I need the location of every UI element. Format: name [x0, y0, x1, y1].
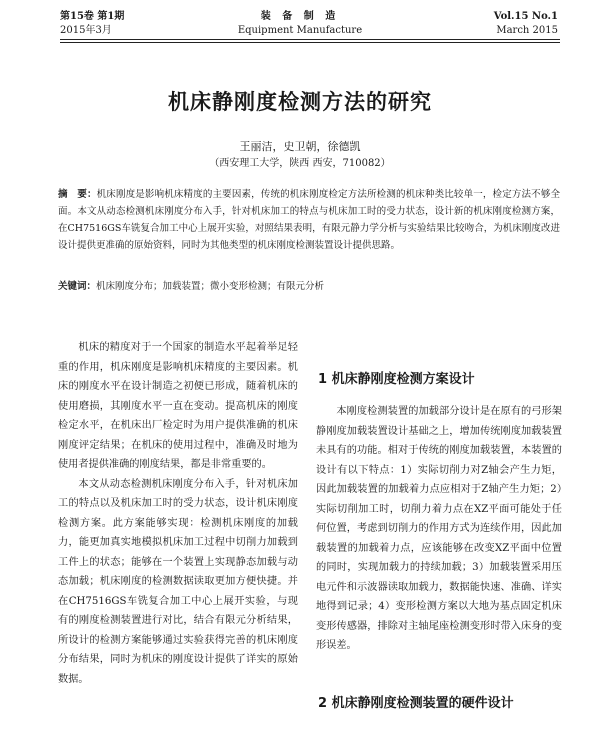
abstract-label: 摘 要：	[58, 189, 97, 200]
header-rule-secondary	[60, 42, 560, 43]
left-column	[58, 338, 298, 689]
section-1-body	[316, 402, 562, 656]
article-title: 机床静刚度检测方法的研究	[168, 90, 432, 114]
volume-number: Vol.15 No.1	[493, 11, 558, 22]
journal-date: 2015年3月	[60, 25, 112, 36]
keywords-label: 关键词：	[58, 281, 97, 292]
journal-name-english: Equipment Manufacture	[237, 25, 363, 36]
article-authors: 王丽洁，史卫朝，徐德凯	[239, 140, 361, 153]
intro-paragraph-1: 机床的精度对于一个国家的制造水平起着举足轻重的作用，机床刚度是影响机床精度的主要因素。机床的刚度水平在设计制造之初便已形成，随着机床的使用磨损，其刚度水平一直在变动。提高机床的刚度检定水平，在机床出厂检定时为用户提供准确的机床刚度评定结果；在机床的使用过程中，准确及时地为使用者提供准确的刚度结果，都是非常重要的。	[58, 342, 298, 470]
header-rule	[60, 39, 560, 40]
section-2-heading: 2 机床静刚度检测装置的硬件设计	[318, 696, 514, 711]
journal-issue: 第15卷 第1期	[60, 11, 125, 22]
issue-month: March 2015	[496, 25, 558, 36]
abstract	[58, 186, 560, 254]
article-affiliation: （西安理工大学，陕西 西安，710082）	[209, 158, 391, 169]
section-1-paragraph: 本刚度检测装置的加载部分设计是在原有的弓形架静刚度加载装置设计基础之上，增加传统刚度加载装置未具有的功能。相对于传统的刚度加载装置，本装置的设计有以下特点：1）实际切削力对Z轴会产生力矩，因此加载装置的加载着力点应相对于Z轴产生力矩；2）实际切削加工时，切削力着力点在XZ平面可能处于任何位置，考虑到切削力的作用方式为连续作用，因此加载装置的加载着力点，应该能够在改变XZ平面中位置的同时，实现加载力的持续加载；3）加载装置采用压电元件和示波器读取加载力，数据能快速、准确、详实地得到记录；4）变形检测方案以大地为基点固定机床变形传感器，排除对主轴尾座检测变形时带入床身的变形误差。	[316, 406, 562, 651]
section-1-heading: 1 机床静刚度检测方案设计	[318, 372, 475, 387]
keywords-text: 机床刚度分布；加载装置；微小变形检测；有限元分析	[96, 281, 325, 292]
abstract-text: 机床刚度是影响机床精度的主要因素，传统的机床刚度检定方法所检测的机床种类比较单一，检定方法不够全面。本文从动态检测机床刚度分布入手，针对机床加工的特点与机床加工时的受力状态，设计新的机床刚度检测方案，在CH7516GS车铣复合加工中心上展开实验，对照结果表明，有限元静力学分析与实验结果比较吻合，为机床刚度改进设计提供更准确的原始资料，同时为其他类型的机床刚度检测装置设计提供思路。	[58, 189, 560, 251]
keywords	[58, 279, 560, 294]
intro-paragraph-2: 本文从动态检测机床刚度分布入手，针对机床加工的特点以及机床加工时的受力状态，设计机床刚度检测方案。此方案能够实现：检测机床刚度的加载力，能更加真实地模拟机床加工过程中切削力加载到工件上的状态；能够在一个装置上实现静态加载与动态加载；机床刚度的检测数据读取更加方便快捷。并在CH7516GS车铣复合加工中心上展开实验，与现有的刚度检测装置进行对比，结合有限元分析结果，所设计的检测方案能够通过实验获得完善的机床刚度分布结果，同时为机床的刚度设计提供了详实的原始数据。	[58, 478, 298, 685]
journal-name: 装 备 制 造	[260, 11, 340, 22]
